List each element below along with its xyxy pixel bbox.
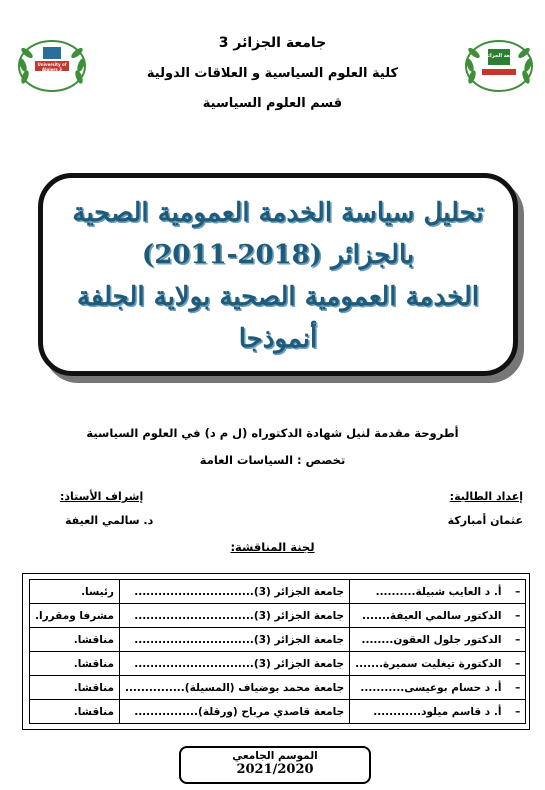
table-row [30,628,526,652]
member-university: جامعة قاصدي مرباح (ورقلة)................ [119,700,349,724]
academic-season-box [179,746,371,784]
member-role: مشرفا ومقررا. [30,604,120,628]
faculty-name: كلية العلوم السياسية و العلاقات الدولية [146,66,399,81]
department-name: قسم العلوم السياسية [202,96,343,111]
member-university: جامعة محمد بوضياف (المسيلة)............... [119,676,349,700]
member-role: مناقشا. [30,628,120,652]
committee-table [29,579,526,724]
member-name: الدكتور جلول العقون........ [361,633,502,646]
logo-right-text: جامعة الجزائر 3 [479,53,519,59]
member-university: جامعة الجزائر (3).............................. [119,628,349,652]
member-name: أ. د حسام بوعيسى........... [360,681,502,694]
supervisor-label: إشراف الأستاذ: [60,490,144,503]
member-university: جامعة الجزائر (3).............................. [119,652,349,676]
bullet: – [515,681,521,694]
logo-left-text: University of Algiers 3 [37,62,67,72]
committee-member [350,676,526,700]
committee-member [350,580,526,604]
member-role: مناقشا. [30,700,120,724]
title-line-2: بالجزائر (2018-2011) [141,240,415,270]
committee-member [350,604,526,628]
table-row [30,676,526,700]
title-line-1: تحليل سياسة الخدمة العمومية الصحية [72,198,484,228]
title-line-4: أنموذجا [238,324,318,354]
season-label: الموسم الجامعي [232,750,318,762]
member-name: الدكتور سالمي العيفة....... [362,609,502,622]
bullet: – [515,633,521,646]
table-row [30,580,526,604]
member-university: جامعة الجزائر (3).............................. [119,604,349,628]
table-row [30,652,526,676]
university-logo-right [460,35,538,97]
bullet: – [515,657,521,670]
student-label: إعداد الطالبة: [449,490,523,503]
thesis-specialty: تخصص : السياسات العامة [199,453,346,467]
university-logo-left [13,35,91,97]
bullet: – [515,609,521,622]
supervisor-name: د. سالمي العيفة [65,514,154,527]
member-role: مناقشا. [30,676,120,700]
title-line-3: الخدمة العمومية الصحية بولاية الجلفة [76,282,480,312]
member-role: رئيسا. [30,580,120,604]
member-name: أ. د العايب شبيلة.......... [375,585,502,598]
student-name: عثمان أمباركة [447,514,523,527]
bullet: – [515,585,521,598]
member-name: الدكتورة تيغليت سميرة....... [355,657,502,670]
committee-label: لجنة المناقشة: [230,540,315,554]
table-row [30,700,526,724]
committee-member [350,700,526,724]
committee-member [350,628,526,652]
member-university: جامعة الجزائر (3).............................. [119,580,349,604]
thesis-description: أطروحة مقدمة لنيل شهادة الدكتوراه (ل م د) في العلوم السياسية [86,426,459,440]
member-role: مناقشا. [30,652,120,676]
committee-member [350,652,526,676]
bullet: – [515,705,521,718]
season-year: 2021/2020 [236,762,314,777]
title-box [38,173,518,376]
table-row [30,604,526,628]
university-name: جامعة الجزائر 3 [218,35,327,51]
member-name: أ. د قاسم ميلود............ [373,705,502,718]
